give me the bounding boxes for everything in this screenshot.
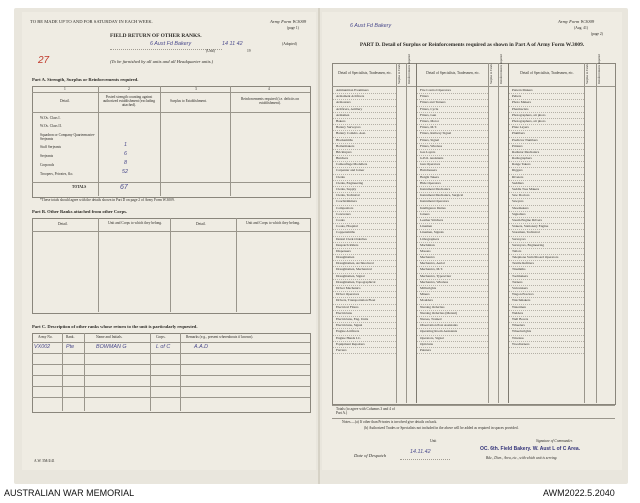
trade-row: Linemen, Signals bbox=[417, 230, 488, 236]
trade-row: Welders bbox=[509, 311, 584, 317]
trade-row: Clerks, Engineering bbox=[333, 181, 396, 187]
row-cqms-label: Squadron or Company Quartermaster-Serjeants bbox=[40, 133, 96, 141]
row-ssgt-label: Staff Serjeants bbox=[40, 145, 61, 149]
trade-row: Intelligence Duties bbox=[417, 206, 488, 212]
trade-row: Moulders bbox=[417, 298, 488, 304]
trade-row: Coachtrimmers bbox=[333, 199, 396, 205]
trade-row: Wireless bbox=[509, 336, 584, 342]
trade-row: Clerks, Supply bbox=[333, 187, 396, 193]
year-label: 19 bbox=[247, 49, 251, 53]
signature-label: Signature of Commander. bbox=[536, 439, 573, 443]
part-b-title: Part B. Other Ranks attached from other Corps. bbox=[32, 209, 128, 214]
part-d-col-divider bbox=[488, 63, 489, 403]
trade-row: Stokers, Stationary Engine bbox=[509, 224, 584, 230]
trade-row: Mechanics bbox=[417, 255, 488, 261]
part-c-col-divider bbox=[62, 333, 63, 411]
trade-row: Painters bbox=[417, 348, 488, 354]
trade-row: Fitters, Wireless bbox=[417, 144, 488, 150]
trade-row: Riggers bbox=[509, 168, 584, 174]
trade-row: Operators, Signal bbox=[417, 336, 488, 342]
trade-row: Sawyers bbox=[509, 199, 584, 205]
trade-row: Gun Operators bbox=[417, 162, 488, 168]
trade-row: Instrument Mechanics bbox=[417, 187, 488, 193]
trade-row: Mechanics, Aerial bbox=[417, 261, 488, 267]
right-adopted: (Aug. 41) bbox=[574, 26, 588, 30]
trade-row: Shoemakers bbox=[509, 206, 584, 212]
trade-row: Saddle Tree Makers bbox=[509, 187, 584, 193]
part-c-row-line bbox=[32, 375, 310, 376]
form-number: Army Form W.3009 bbox=[270, 19, 307, 24]
trade-row: Tinsmiths bbox=[509, 267, 584, 273]
trade-row: Vulcanisers bbox=[509, 286, 584, 292]
part-a-colnum-line bbox=[32, 92, 310, 93]
printer-code: A.W. 5M/4/41 bbox=[34, 459, 55, 463]
page-title: FIELD RETURN OF OTHER RANKS. bbox=[110, 33, 202, 39]
row-wo2-label: W.Os. Class II. bbox=[40, 124, 62, 128]
trade-row: Artificers, Artillery bbox=[333, 107, 396, 113]
part-a-header-detail: Detail. bbox=[60, 99, 70, 103]
right-form-number: Army Form W.3009 bbox=[558, 19, 595, 24]
trade-row: Pattern Makers bbox=[509, 88, 584, 94]
trade-row: Farriers bbox=[333, 348, 396, 354]
trade-row: Operating Room Assistants bbox=[417, 329, 488, 335]
trade-row: Tailors bbox=[509, 249, 584, 255]
trade-row: Draughtsmen, Mechanical bbox=[333, 267, 396, 273]
despatch-date-handwritten: 14.11.42 bbox=[410, 449, 431, 455]
trade-row: Mechanics, Typewriter bbox=[417, 274, 488, 280]
part-c-army-no: VX002 bbox=[34, 344, 51, 350]
despatch-date-line bbox=[400, 459, 450, 460]
trade-row: Gas Layers bbox=[417, 150, 488, 156]
trade-row: Carpenter and Joiner bbox=[333, 168, 396, 174]
part-a-col-divider bbox=[230, 86, 231, 196]
trade-row: Electricians, Eng. Units bbox=[333, 317, 396, 323]
part-c-rank: Pte bbox=[66, 344, 75, 350]
row-sgt-label: Serjeants bbox=[40, 154, 54, 158]
row-totals-label: TOTALS bbox=[72, 185, 87, 189]
part-b-header: Detail. bbox=[196, 222, 206, 226]
trade-row: Wagon Erectors bbox=[509, 292, 584, 298]
trade-row: Electricians bbox=[333, 311, 396, 317]
part-d-title: PART D. Detail of Surplus or Reinforcements required as shown in Part A of Army Form W.3009. bbox=[359, 42, 585, 48]
part-d-surplus-header: Surplus to Estab. bbox=[489, 63, 493, 84]
part-a-colnum: 4 bbox=[268, 87, 270, 91]
trade-row: Steam Engine Drivers bbox=[509, 218, 584, 224]
trade-row: Bricklayers bbox=[333, 150, 396, 156]
trade-row: Fitters bbox=[417, 94, 488, 100]
trade-row: Engine Artificers bbox=[333, 329, 396, 335]
trade-row: Battery Surveyors bbox=[333, 125, 396, 131]
trade-row: Surveyors bbox=[509, 237, 584, 243]
part-b-table bbox=[32, 218, 311, 314]
trade-row: Pelters bbox=[509, 94, 584, 100]
date-of-despatch-label: Date of Despatch bbox=[354, 453, 387, 458]
trade-row: Concreters bbox=[333, 212, 396, 218]
part-a-header-surplus: Surplus to Establishment. bbox=[170, 99, 207, 103]
top-note: TO BE MADE UP TO AND FOR SATURDAY IN EACH WEEK. bbox=[30, 19, 153, 24]
part-d-col-divider bbox=[498, 63, 499, 403]
part-a-totals-line bbox=[32, 182, 310, 183]
trade-row: Fitters, Cycle bbox=[417, 107, 488, 113]
trade-row: Linemen bbox=[417, 224, 488, 230]
part-a-col-divider bbox=[98, 86, 99, 196]
part-b-col-divider bbox=[98, 218, 99, 312]
pte-value: 52 bbox=[122, 169, 128, 175]
unit-label-right: Unit bbox=[430, 439, 437, 443]
trade-row: Height Takers bbox=[417, 175, 488, 181]
trade-row: Draughtsmen, Signal bbox=[333, 274, 396, 280]
trade-row: Electricians, Signal bbox=[333, 323, 396, 329]
trade-row: Coppersmiths bbox=[333, 230, 396, 236]
trade-row: G.P.O. Assistants bbox=[417, 156, 488, 162]
trade-row: Turners bbox=[509, 280, 584, 286]
part-d-reinf-header: Reinforcements required bbox=[499, 54, 503, 84]
ssgt-value: 1 bbox=[124, 142, 127, 148]
part-c-header-name: Name and Initials. bbox=[96, 335, 123, 339]
trade-row: Predictor Numbers bbox=[509, 138, 584, 144]
row-wo1-label: W.Os. Class I. bbox=[40, 116, 61, 120]
trade-row: Nursing Orderlies (Mental) bbox=[417, 311, 488, 317]
trade-row: Range Takers bbox=[509, 162, 584, 168]
part-d-header-line bbox=[332, 86, 615, 87]
trade-row: Masons bbox=[417, 249, 488, 255]
instructions: (To be furnished by all units and all Headquarter units.) bbox=[110, 59, 214, 64]
trade-row: Armourers bbox=[333, 100, 396, 106]
part-c-row-line bbox=[32, 364, 310, 365]
trade-row: Electrical Fitters bbox=[333, 305, 396, 311]
trade-row: Photo Makers bbox=[509, 100, 584, 106]
unit-label: (Unit) bbox=[206, 49, 215, 53]
note-a: Notes.—(a) If other than Privates is involved give details on back. bbox=[342, 420, 438, 424]
trade-row: Wheelwrights bbox=[509, 329, 584, 335]
trade-row: Armsmen bbox=[333, 113, 396, 119]
trade-row: Instrument Operators bbox=[417, 199, 488, 205]
part-d-col-header: Detail of Specialists, Tradesmen, etc. bbox=[520, 71, 574, 75]
part-c-col-divider bbox=[150, 333, 151, 411]
row-cpl-label: Corporals bbox=[40, 163, 55, 167]
part-c-title: Part C. Description of other ranks whose return to the unit is particularly requested. bbox=[32, 324, 198, 329]
trade-row: Camouflage Modellers bbox=[333, 162, 396, 168]
trade-row: Millwrights bbox=[417, 286, 488, 292]
date-handwritten: 14 11 42 bbox=[222, 41, 243, 47]
footer-source: AUSTRALIAN WAR MEMORIAL bbox=[4, 488, 135, 498]
part-c-header-line bbox=[32, 342, 310, 343]
part-a-header-line bbox=[32, 112, 310, 113]
part-a-title: Part A. Strength, Surplus or Reinforcements required. bbox=[32, 77, 139, 82]
trade-row bbox=[509, 348, 584, 354]
part-c-row-line bbox=[32, 397, 310, 398]
part-a-header-posted: Posted strength counting against authorized establishment (excluding attached). bbox=[102, 95, 156, 107]
part-d-reinf-header: Reinforcements required bbox=[407, 54, 411, 84]
page-number: (page 1) bbox=[287, 26, 299, 30]
trade-row: Watermen bbox=[509, 305, 584, 311]
part-a-note: *These totals should agree with the details shown in Part D on page 2 of Army Form W.3009. bbox=[40, 198, 175, 202]
trade-row: Dispensers bbox=[333, 249, 396, 255]
trade-row: Lithographers bbox=[417, 237, 488, 243]
part-b-header: Unit and Corps to which they belong. bbox=[108, 221, 162, 225]
trade-row: Battery Comdrs. Asst. bbox=[333, 131, 396, 137]
trade-row: Woodturners bbox=[509, 342, 584, 348]
trade-row: Storemen, Technical bbox=[509, 230, 584, 236]
part-d-col-divider bbox=[584, 63, 585, 403]
trade-row: Mechanics, Wireless bbox=[417, 280, 488, 286]
page-fold bbox=[318, 8, 320, 484]
trade-row: Mechanics, M.T. bbox=[417, 267, 488, 273]
part-d-reinf-header: Reinforcements required bbox=[597, 54, 601, 84]
trade-row: Saddlers bbox=[509, 181, 584, 187]
trade-row: Draughtsmen, Architectural bbox=[333, 261, 396, 267]
trade-row: Instrument Mechanics, Surgical bbox=[417, 193, 488, 199]
part-c-corps: L of C bbox=[156, 344, 171, 350]
trade-row: Equipment Repairers bbox=[333, 342, 396, 348]
part-c-header-remarks: Remarks (e.g., present whereabouts if known). bbox=[186, 335, 254, 339]
trade-row: Fitters, Signal bbox=[417, 138, 488, 144]
part-d-col-header: Detail of Specialists, Tradesmen, etc. bbox=[426, 71, 480, 75]
part-b-col-divider bbox=[170, 218, 171, 312]
trade-row: Signallers bbox=[509, 212, 584, 218]
trade-row: Leather Stitchers bbox=[417, 218, 488, 224]
row-pte-label: Troopers, Privates, &c. bbox=[40, 172, 74, 176]
trade-row: Dental Clerk Orderlies bbox=[333, 237, 396, 243]
trade-row: Saw Doctors bbox=[509, 193, 584, 199]
part-c-name: BOWMAN G bbox=[96, 344, 127, 350]
trade-row: Watchmakers bbox=[509, 298, 584, 304]
part-c-remarks: A.A.D bbox=[194, 344, 209, 350]
part-c-col-divider bbox=[180, 333, 181, 411]
signature-sub-label: Bde., Divn., Area, etc., with which unit is serving. bbox=[486, 456, 558, 460]
part-c-row-line bbox=[32, 386, 310, 387]
trade-row: Cooks, Hospital bbox=[333, 224, 396, 230]
trades-column-1 bbox=[333, 88, 396, 354]
part-b-col-divider bbox=[236, 218, 237, 312]
trade-row: Butchers bbox=[333, 156, 396, 162]
part-c-row-line bbox=[32, 353, 310, 354]
trade-row: Printers bbox=[509, 144, 584, 150]
totals-line bbox=[332, 405, 615, 406]
trade-row: Fitters and Turners bbox=[417, 100, 488, 106]
trade-row: Plate Layers bbox=[509, 125, 584, 131]
trade-row: Driver Operators bbox=[333, 292, 396, 298]
trade-row: Fitters, Gun bbox=[417, 113, 488, 119]
trade-row: Cooks bbox=[333, 218, 396, 224]
part-c-col-divider bbox=[84, 333, 85, 411]
trade-row: Engine Hands I.C. bbox=[333, 336, 396, 342]
trade-row: Observation Post Assistants bbox=[417, 323, 488, 329]
red-number: 27 bbox=[38, 55, 50, 66]
note-b: (b) Authorized Trades or Specialists not included in the above will be added as required in spaces provided. bbox=[364, 426, 519, 430]
trade-row: Fire Control Operators bbox=[417, 88, 488, 94]
right-unit-handwritten: 6 Aust Fd Bakery bbox=[350, 23, 392, 29]
trade-row: Bakers bbox=[333, 119, 396, 125]
part-c-header-no: Army No. bbox=[38, 335, 53, 339]
trade-row: Fitters, Motor bbox=[417, 119, 488, 125]
part-d-col-header: Detail of Specialists, Tradesmen, etc. bbox=[338, 71, 392, 75]
part-b-header-line bbox=[32, 231, 310, 232]
trade-row: Surveyors, Engineering bbox=[509, 243, 584, 249]
trade-row: Nurses, Trained bbox=[417, 317, 488, 323]
adopted-label: (Adopted) bbox=[282, 42, 297, 46]
trade-row: Armament Artificers bbox=[333, 94, 396, 100]
trade-row: Riveters bbox=[509, 175, 584, 181]
trade-row: Nursing Orderlies bbox=[417, 305, 488, 311]
cpl-value: 8 bbox=[124, 160, 127, 166]
trade-row: Fitters, Railway Signal bbox=[417, 131, 488, 137]
part-a-colnum: 3 bbox=[195, 87, 197, 91]
trade-row: Radiographers bbox=[509, 156, 584, 162]
trade-row: Miners bbox=[417, 292, 488, 298]
trade-row: Textile Refitters bbox=[509, 261, 584, 267]
trade-row: Toolmakers bbox=[509, 274, 584, 280]
trade-row: Despatch Riders bbox=[333, 243, 396, 249]
trades-column-3 bbox=[509, 88, 584, 354]
trade-row: Driver Mechanics bbox=[333, 286, 396, 292]
trade-row: Joiners bbox=[417, 212, 488, 218]
part-a-header-reinforcements: Reinforcements required (i.e. deficits on establishment). bbox=[240, 97, 300, 105]
part-a-colnum: 1 bbox=[64, 87, 66, 91]
trade-row: Draughtsmen bbox=[333, 255, 396, 261]
part-d-totals-label: Totals (to agree with Columns 3 and 4 of Part A.) bbox=[336, 407, 395, 415]
trade-row: Compositors bbox=[333, 206, 396, 212]
trade-row: Opticians bbox=[417, 342, 488, 348]
trade-row: Well Borers bbox=[509, 317, 584, 323]
trade-row: Telephone Switchboard Operators bbox=[509, 255, 584, 261]
sgt-value: 6 bbox=[124, 151, 127, 157]
part-a-col-divider bbox=[160, 86, 161, 196]
trade-row: Drivers, Transportation Fleet bbox=[333, 298, 396, 304]
trade-row: Blacksmiths bbox=[333, 138, 396, 144]
right-page-number: (page 2) bbox=[591, 32, 603, 36]
part-b-header: Detail. bbox=[58, 222, 68, 226]
part-b-header: Unit and Corps to which they belong. bbox=[246, 221, 300, 225]
trades-column-2 bbox=[417, 88, 488, 354]
part-a-colnum: 2 bbox=[128, 87, 130, 91]
trade-row: Boilermakers bbox=[333, 144, 396, 150]
trade-row: Machinists bbox=[417, 243, 488, 249]
trade-row: Pharmacists bbox=[509, 107, 584, 113]
trade-row: Hide Operators bbox=[417, 181, 488, 187]
part-d-surplus-header: Surplus to Estab. bbox=[397, 63, 401, 84]
part-c-header-corps: Corps. bbox=[156, 335, 166, 339]
trade-row: Clerks, Technical bbox=[333, 193, 396, 199]
trade-row: Plumbers bbox=[509, 131, 584, 137]
trade-row: Clerks bbox=[333, 175, 396, 181]
trade-row: Photographers, air photo bbox=[509, 119, 584, 125]
part-d-surplus-header: Surplus to Estab. bbox=[585, 63, 589, 84]
trade-row: Ammunition Examiners bbox=[333, 88, 396, 94]
unit-handwritten: 6 Aust Fd Bakery bbox=[150, 41, 192, 47]
trade-row: Photographers, air photo bbox=[509, 113, 584, 119]
totals-value: 67 bbox=[120, 184, 128, 191]
part-d-col-divider bbox=[396, 63, 397, 403]
totals-bottom-line bbox=[332, 418, 615, 419]
part-d-col-divider bbox=[406, 63, 407, 403]
part-c-header-rank: Rank. bbox=[66, 335, 75, 339]
unit-stamp: OC. 6th. Field Bakery. W. Aust L of C Area. bbox=[480, 446, 581, 452]
trade-row: Fitters, M.T. bbox=[417, 125, 488, 131]
footer-accession: AWM2022.5.2040 bbox=[543, 488, 615, 498]
part-d-col-divider bbox=[596, 63, 597, 403]
trade-row: Radiator Mechanics bbox=[509, 150, 584, 156]
trade-row: Draughtsmen, Topographical bbox=[333, 280, 396, 286]
trade-row: Wheelers bbox=[509, 323, 584, 329]
trade-row: Hairdressers bbox=[417, 168, 488, 174]
